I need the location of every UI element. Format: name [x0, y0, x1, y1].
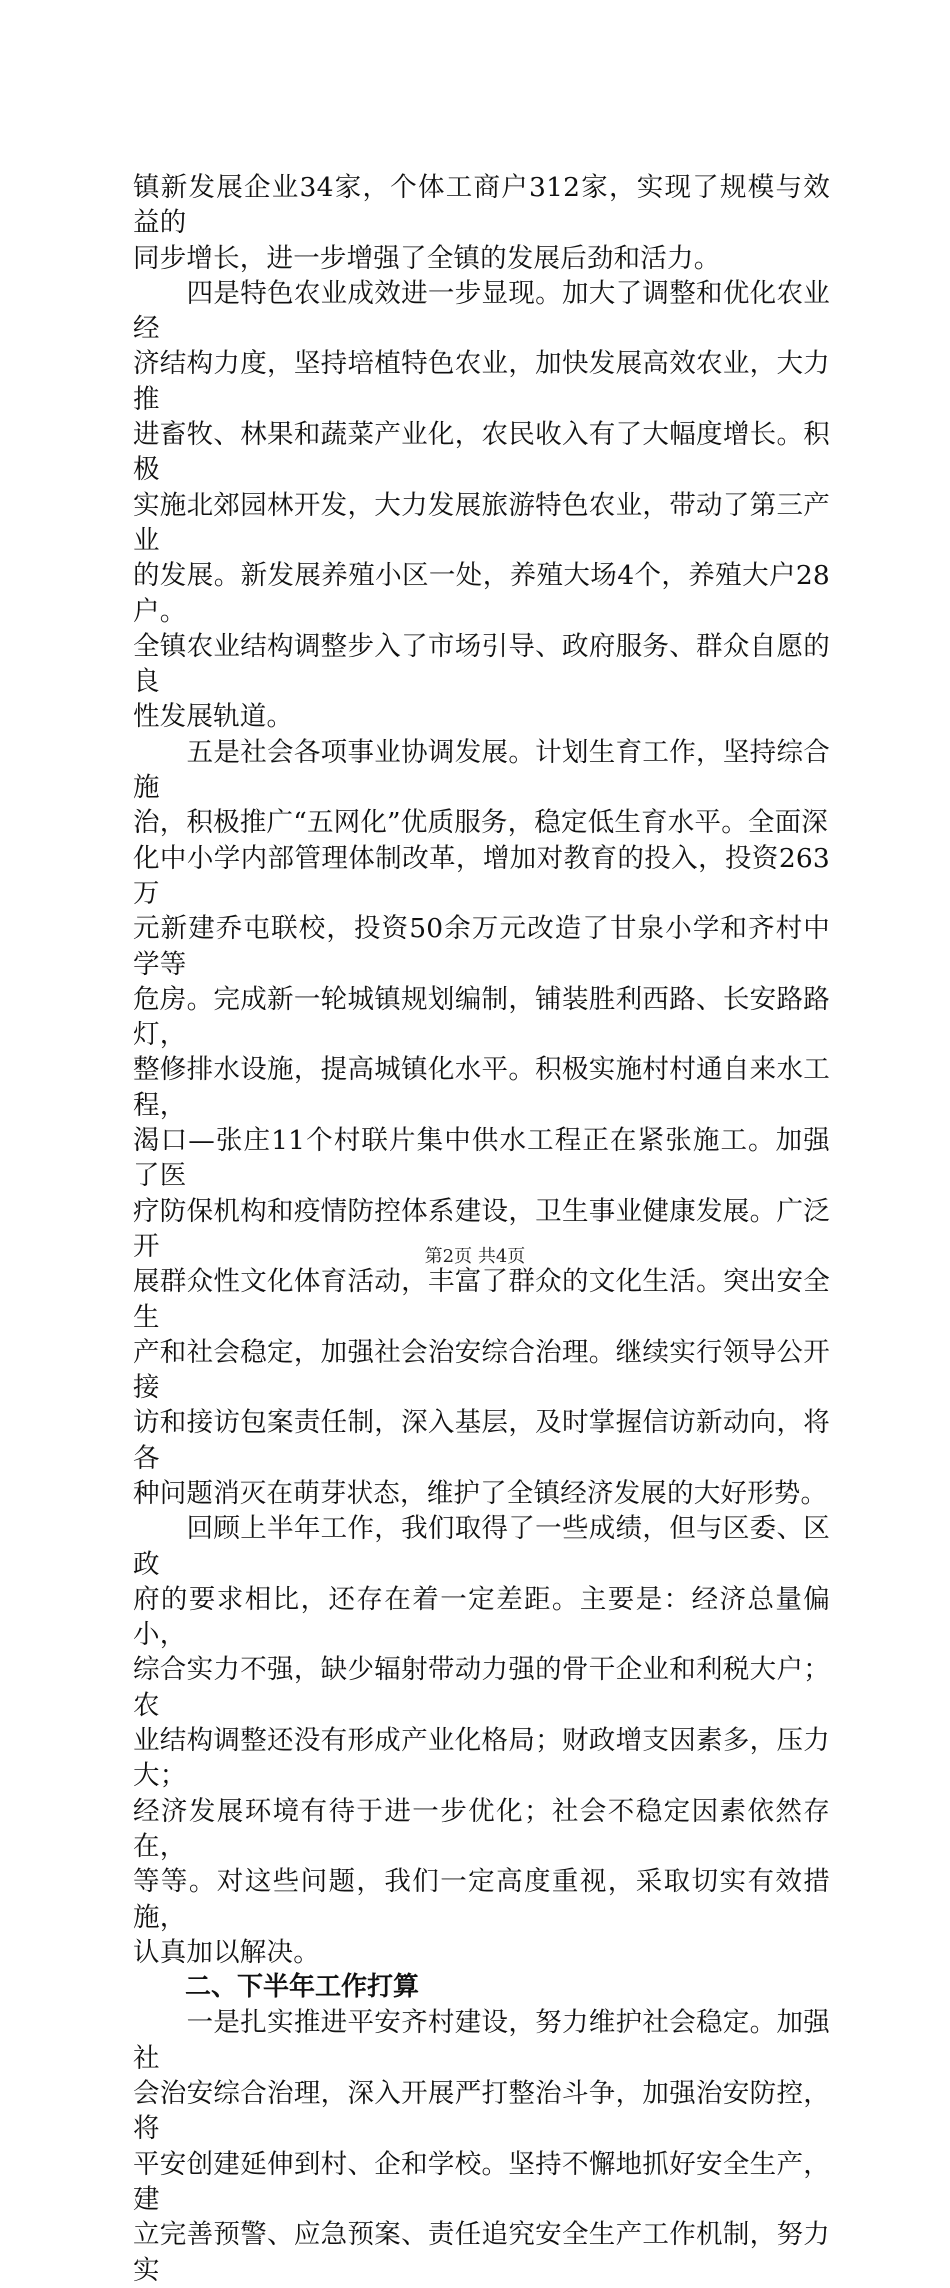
text-line: 平安创建延伸到村、企和学校。坚持不懈地抓好安全生产，建 [133, 2148, 830, 2215]
paragraph-1 [133, 170, 830, 276]
text-line: 危房。完成新一轮城镇规划编制，铺装胜利西路、长安路路灯， [133, 983, 830, 1051]
text-line: 认真加以解决。 [133, 1936, 320, 1968]
text-line: 经济发展环境有待于进一步优化；社会不稳定因素依然存在， [133, 1795, 830, 1862]
text-line: 的发展。新发展养殖小区一处，养殖大场4个，养殖大户28户。 [133, 560, 830, 627]
paragraph-5 [133, 2005, 830, 2287]
text-line: 府的要求相比，还存在着一定差距。主要是：经济总量偏小， [133, 1583, 830, 1651]
text-line: 访和接访包案责任制，深入基层，及时掌握信访新动向，将各 [133, 1407, 830, 1474]
text-line: 综合实力不强，缺少辐射带动力强的骨干企业和利税大户；农 [133, 1654, 830, 1721]
text-line: 产和社会稳定，加强社会治安综合治理。继续实行领导公开接 [133, 1336, 830, 1404]
text-line: 进畜牧、林果和蔬菜产业化，农民收入有了大幅度增长。积极 [133, 419, 830, 486]
text-line: 展群众性文化体育活动，丰富了群众的文化生活。突出安全生 [133, 1266, 830, 1333]
text-line: 种问题消灭在萌芽状态，维护了全镇经济发展的大好形势。 [133, 1477, 828, 1509]
text-line: 整修排水设施，提高城镇化水平。积极实施村村通自来水工程， [133, 1054, 830, 1121]
text-line: 化中小学内部管理体制改革，增加对教育的投入，投资263万 [133, 842, 830, 909]
page-number-footer: 第2页 共4页 [424, 1246, 526, 1267]
text-line: 同步增长，进一步增强了全镇的发展后劲和活力。 [133, 242, 721, 274]
text-line: 治，积极推广“五网化”优质服务，稳定低生育水平。全面深 [133, 807, 828, 839]
paragraph-4 [133, 1511, 830, 1970]
text-line: 渴口—张庄11个村联片集中供水工程正在紧张施工。加强了医 [133, 1125, 830, 1192]
text-line: 会治安综合治理，深入开展严打整治斗争，加强治安防控，将 [133, 2078, 830, 2145]
text-line: 疗防保机构和疫情防控体系建设，卫生事业健康发展。广泛开 [133, 1195, 830, 1262]
text-line: 回顾上半年工作，我们取得了一些成绩，但与区委、区政 [133, 1513, 830, 1580]
text-line: 五是社会各项事业协调发展。计划生育工作，坚持综合施 [133, 736, 830, 804]
text-line: 业结构调整还没有形成产业化格局；财政增支因素多，压力大； [133, 1725, 830, 1792]
text-line: 等等。对这些问题，我们一定高度重视，采取切实有效措施， [133, 1866, 830, 1933]
text-line: 立完善预警、应急预案、责任追究安全生产工作机制，努力实 [133, 2219, 830, 2286]
text-line: 全镇农业结构调整步入了市场引导、政府服务、群众自愿的良 [133, 630, 830, 698]
document-body [133, 170, 830, 2288]
text-line: 一是扎实推进平安齐村建设，努力维护社会稳定。加强社 [133, 2007, 830, 2074]
text-line: 镇新发展企业34家，个体工商户312家，实现了规模与效益的 [133, 172, 830, 239]
text-line: 四是特色农业成效进一步显现。加大了调整和优化农业经 [133, 277, 830, 345]
text-line: 济结构力度，坚持培植特色农业，加快发展高效农业，大力推 [133, 348, 830, 415]
text-line: 性发展轨道。 [133, 701, 294, 733]
text-line: 元新建乔屯联校，投资50余万元改造了甘泉小学和齐村中学等 [133, 913, 830, 980]
paragraph-3 [133, 735, 830, 1512]
text-line: 实施北郊园林开发，大力发展旅游特色农业，带动了第三产业 [133, 489, 830, 556]
section-heading: 二、下半年工作打算 [185, 1972, 420, 2003]
paragraph-2 [133, 276, 830, 735]
